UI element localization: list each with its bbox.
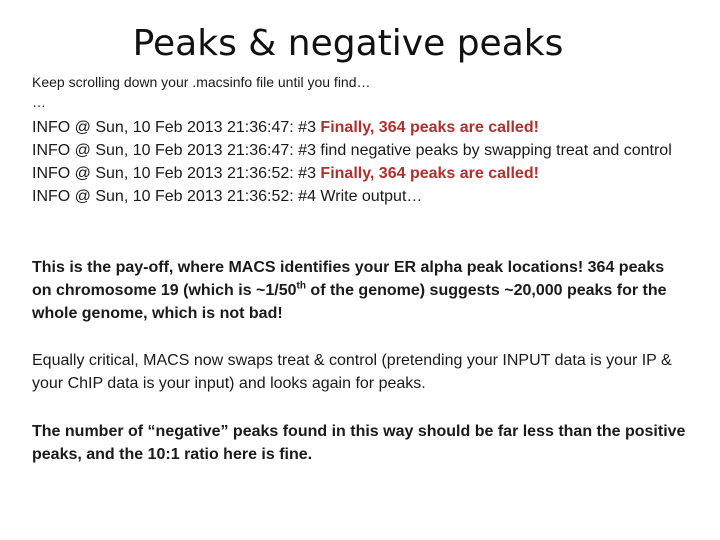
log-line (32, 185, 682, 208)
swap-paragraph: Equally critical, MACS now swaps treat & control (pretending your INPUT data is your IP & your ChIP data is your input) and looks again for peaks. (32, 352, 672, 392)
payoff-paragraph (32, 256, 687, 325)
log-line-text: INFO @ Sun, 10 Feb 2013 21:36:52: #4 Write output… (32, 188, 423, 205)
log-line-highlight: Finally, 364 peaks are called! (320, 165, 539, 182)
log-excerpt (32, 116, 682, 208)
log-line-text: INFO @ Sun, 10 Feb 2013 21:36:52: #3 (32, 165, 321, 182)
log-line (32, 162, 682, 185)
intro-line: Keep scrolling down your .macsinfo file until you find… (32, 74, 371, 90)
log-line (32, 139, 682, 162)
superscript-th: th (296, 280, 306, 292)
intro-ellipsis: … (32, 94, 46, 110)
log-line (32, 116, 682, 139)
payoff-text-end: of the genome) suggests ~20,000 peaks for the whole genome, which is not bad! (32, 282, 667, 322)
log-line-text: INFO @ Sun, 10 Feb 2013 21:36:47: #3 (32, 119, 321, 136)
log-line-text: INFO @ Sun, 10 Feb 2013 21:36:47: #3 find negative peaks by swapping treat and control (32, 142, 672, 159)
payoff-text-start: This is the pay-off, where MACS identifies your ER alpha peak locations! 364 peaks on chromosome 19 (which is ~1/50 (32, 259, 665, 299)
intro-text (32, 72, 682, 112)
log-line-highlight: Finally, 364 peaks are called! (320, 119, 539, 136)
negative-peaks-paragraph: The number of “negative” peaks found in this way should be far less than the positive peaks, and the 10:1 ratio here is fine. (32, 423, 686, 463)
slide-title: Peaks & negative peaks (132, 23, 564, 64)
